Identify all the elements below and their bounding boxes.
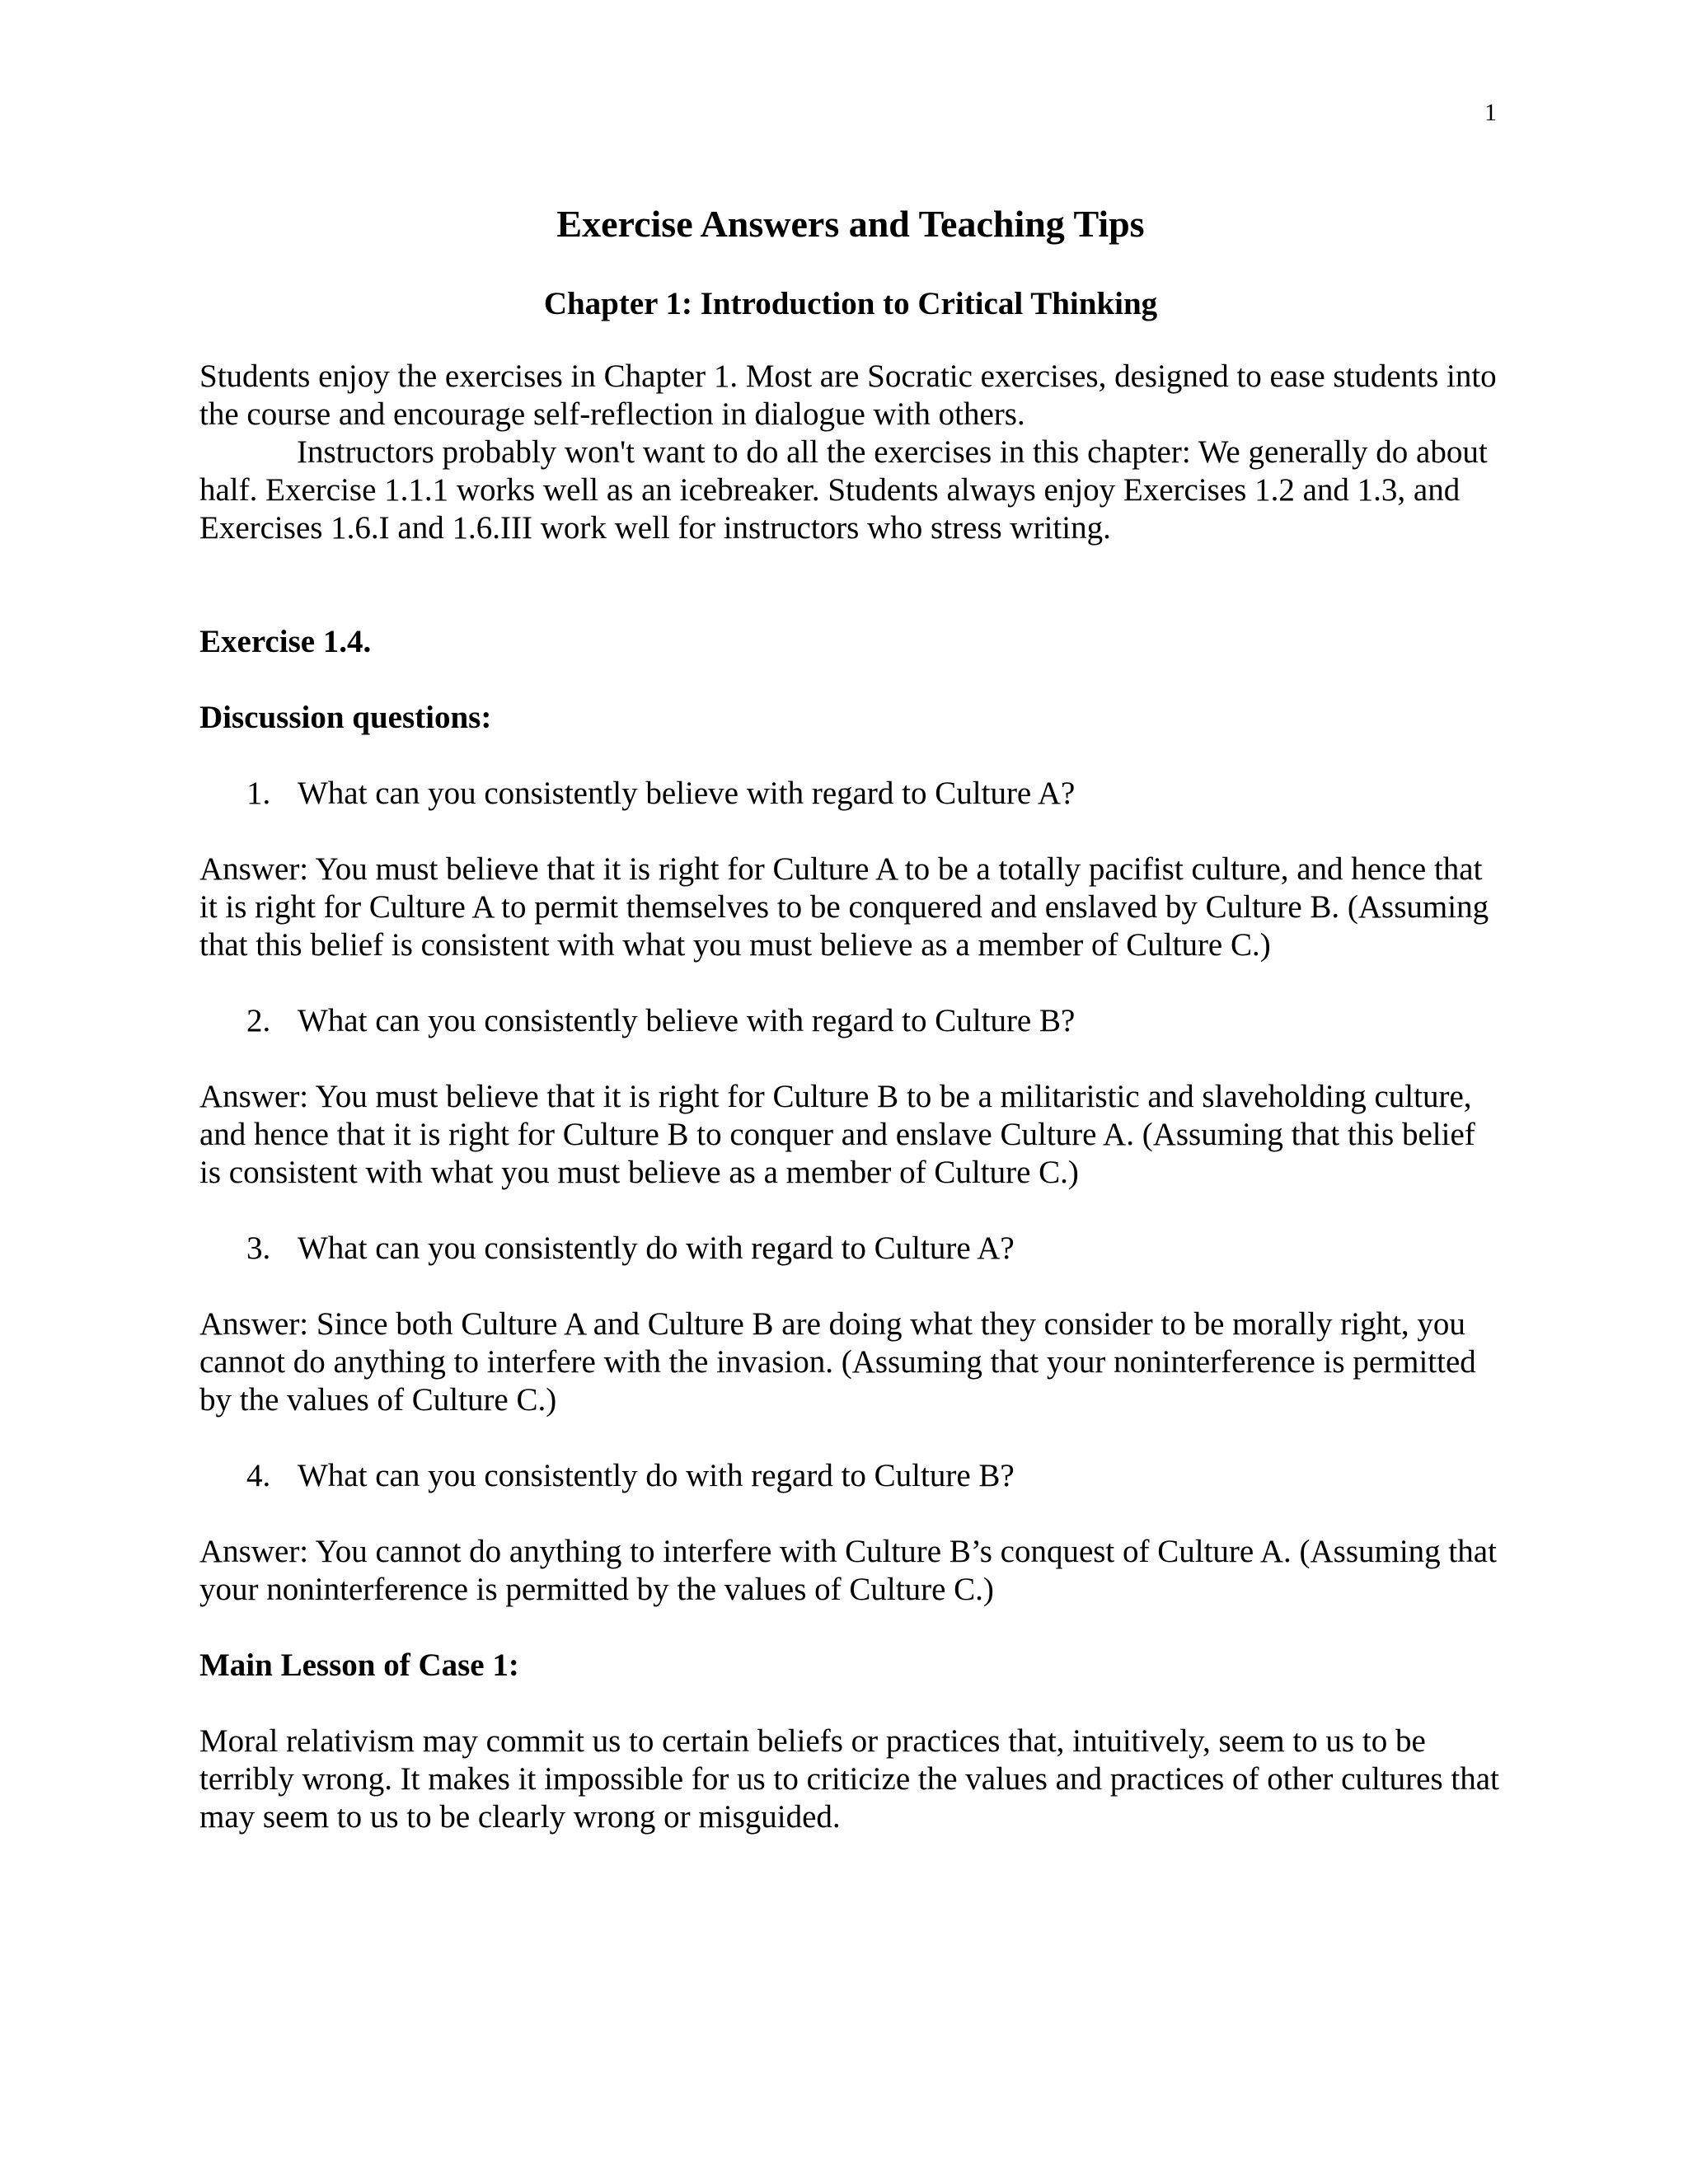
intro-paragraph-1: Students enjoy the exercises in Chapter 1. Most are Socratic exercises, designed to ease students into the course and encourage self-reflection in dialogue with others. bbox=[199, 359, 1497, 432]
question-item bbox=[199, 1457, 1502, 1495]
document-content bbox=[199, 201, 1502, 1836]
question-answer-block-4 bbox=[199, 1457, 1502, 1609]
question-item bbox=[199, 1002, 1502, 1040]
question-text: What can you consistently believe with regard to Culture A? bbox=[298, 776, 1076, 811]
question-number: 3. bbox=[246, 1230, 271, 1266]
discussion-heading: Discussion questions: bbox=[199, 700, 492, 735]
answer-text: Answer: You cannot do anything to interfere with Culture B’s conquest of Culture A. (Assuming that your noninterference is permitted by the values of Culture C.) bbox=[199, 1534, 1497, 1607]
question-text: What can you consistently believe with regard to Culture B? bbox=[298, 1003, 1076, 1038]
exercise-heading: Exercise 1.4. bbox=[199, 624, 372, 659]
question-answer-block-1 bbox=[199, 775, 1502, 964]
question-number: 1. bbox=[246, 776, 271, 811]
intro-section bbox=[199, 358, 1502, 547]
answer-text: Answer: Since both Culture A and Culture B are doing what they consider to be morally right, you cannot do anything to interfere with the invasion. (Assuming that your noninterference is permitted by the values of Culture C.) bbox=[199, 1306, 1476, 1418]
question-number: 2. bbox=[246, 1003, 271, 1038]
main-lesson-heading: Main Lesson of Case 1: bbox=[199, 1647, 519, 1683]
question-item bbox=[199, 775, 1502, 813]
intro-paragraph-2: Instructors probably won't want to do all the exercises in this chapter: We generally do about half. Exercise 1.1.1 works well as an icebreaker. Students always enjoy Exercises 1.2 and 1.3, and Exercises 1.6.I and 1.6.III work well for instructors who stress writing. bbox=[199, 434, 1488, 546]
main-lesson-text: Moral relativism may commit us to certain beliefs or practices that, intuitively, seem to us to be terribly wrong. It makes it impossible for us to criticize the values and practices of other cultures that may seem to us to be clearly wrong or misguided. bbox=[199, 1723, 1499, 1835]
question-number: 4. bbox=[246, 1458, 271, 1493]
question-item bbox=[199, 1230, 1502, 1268]
question-text: What can you consistently do with regard to Culture A? bbox=[298, 1230, 1015, 1266]
question-answer-block-3 bbox=[199, 1230, 1502, 1419]
answer-text: Answer: You must believe that it is right for Culture B to be a militaristic and slaveholding culture, and hence that it is right for Culture B to conquer and enslave Culture A. (Assuming that this belief is consistent with what you must believe as a member of Culture C.) bbox=[199, 1079, 1475, 1190]
page-number: 1 bbox=[1484, 99, 1497, 126]
chapter-title: Chapter 1: Introduction to Critical Thinking bbox=[543, 286, 1158, 321]
document-title: Exercise Answers and Teaching Tips bbox=[556, 203, 1145, 245]
question-text: What can you consistently do with regard to Culture B? bbox=[298, 1458, 1015, 1493]
answer-text: Answer: You must believe that it is right for Culture A to be a totally pacifist culture, and hence that it is right for Culture A to permit themselves to be conquered and enslaved by Culture B. (Assuming that this belief is consistent with what you must believe as a member of Culture C.) bbox=[199, 851, 1489, 963]
question-answer-block-2 bbox=[199, 1002, 1502, 1192]
